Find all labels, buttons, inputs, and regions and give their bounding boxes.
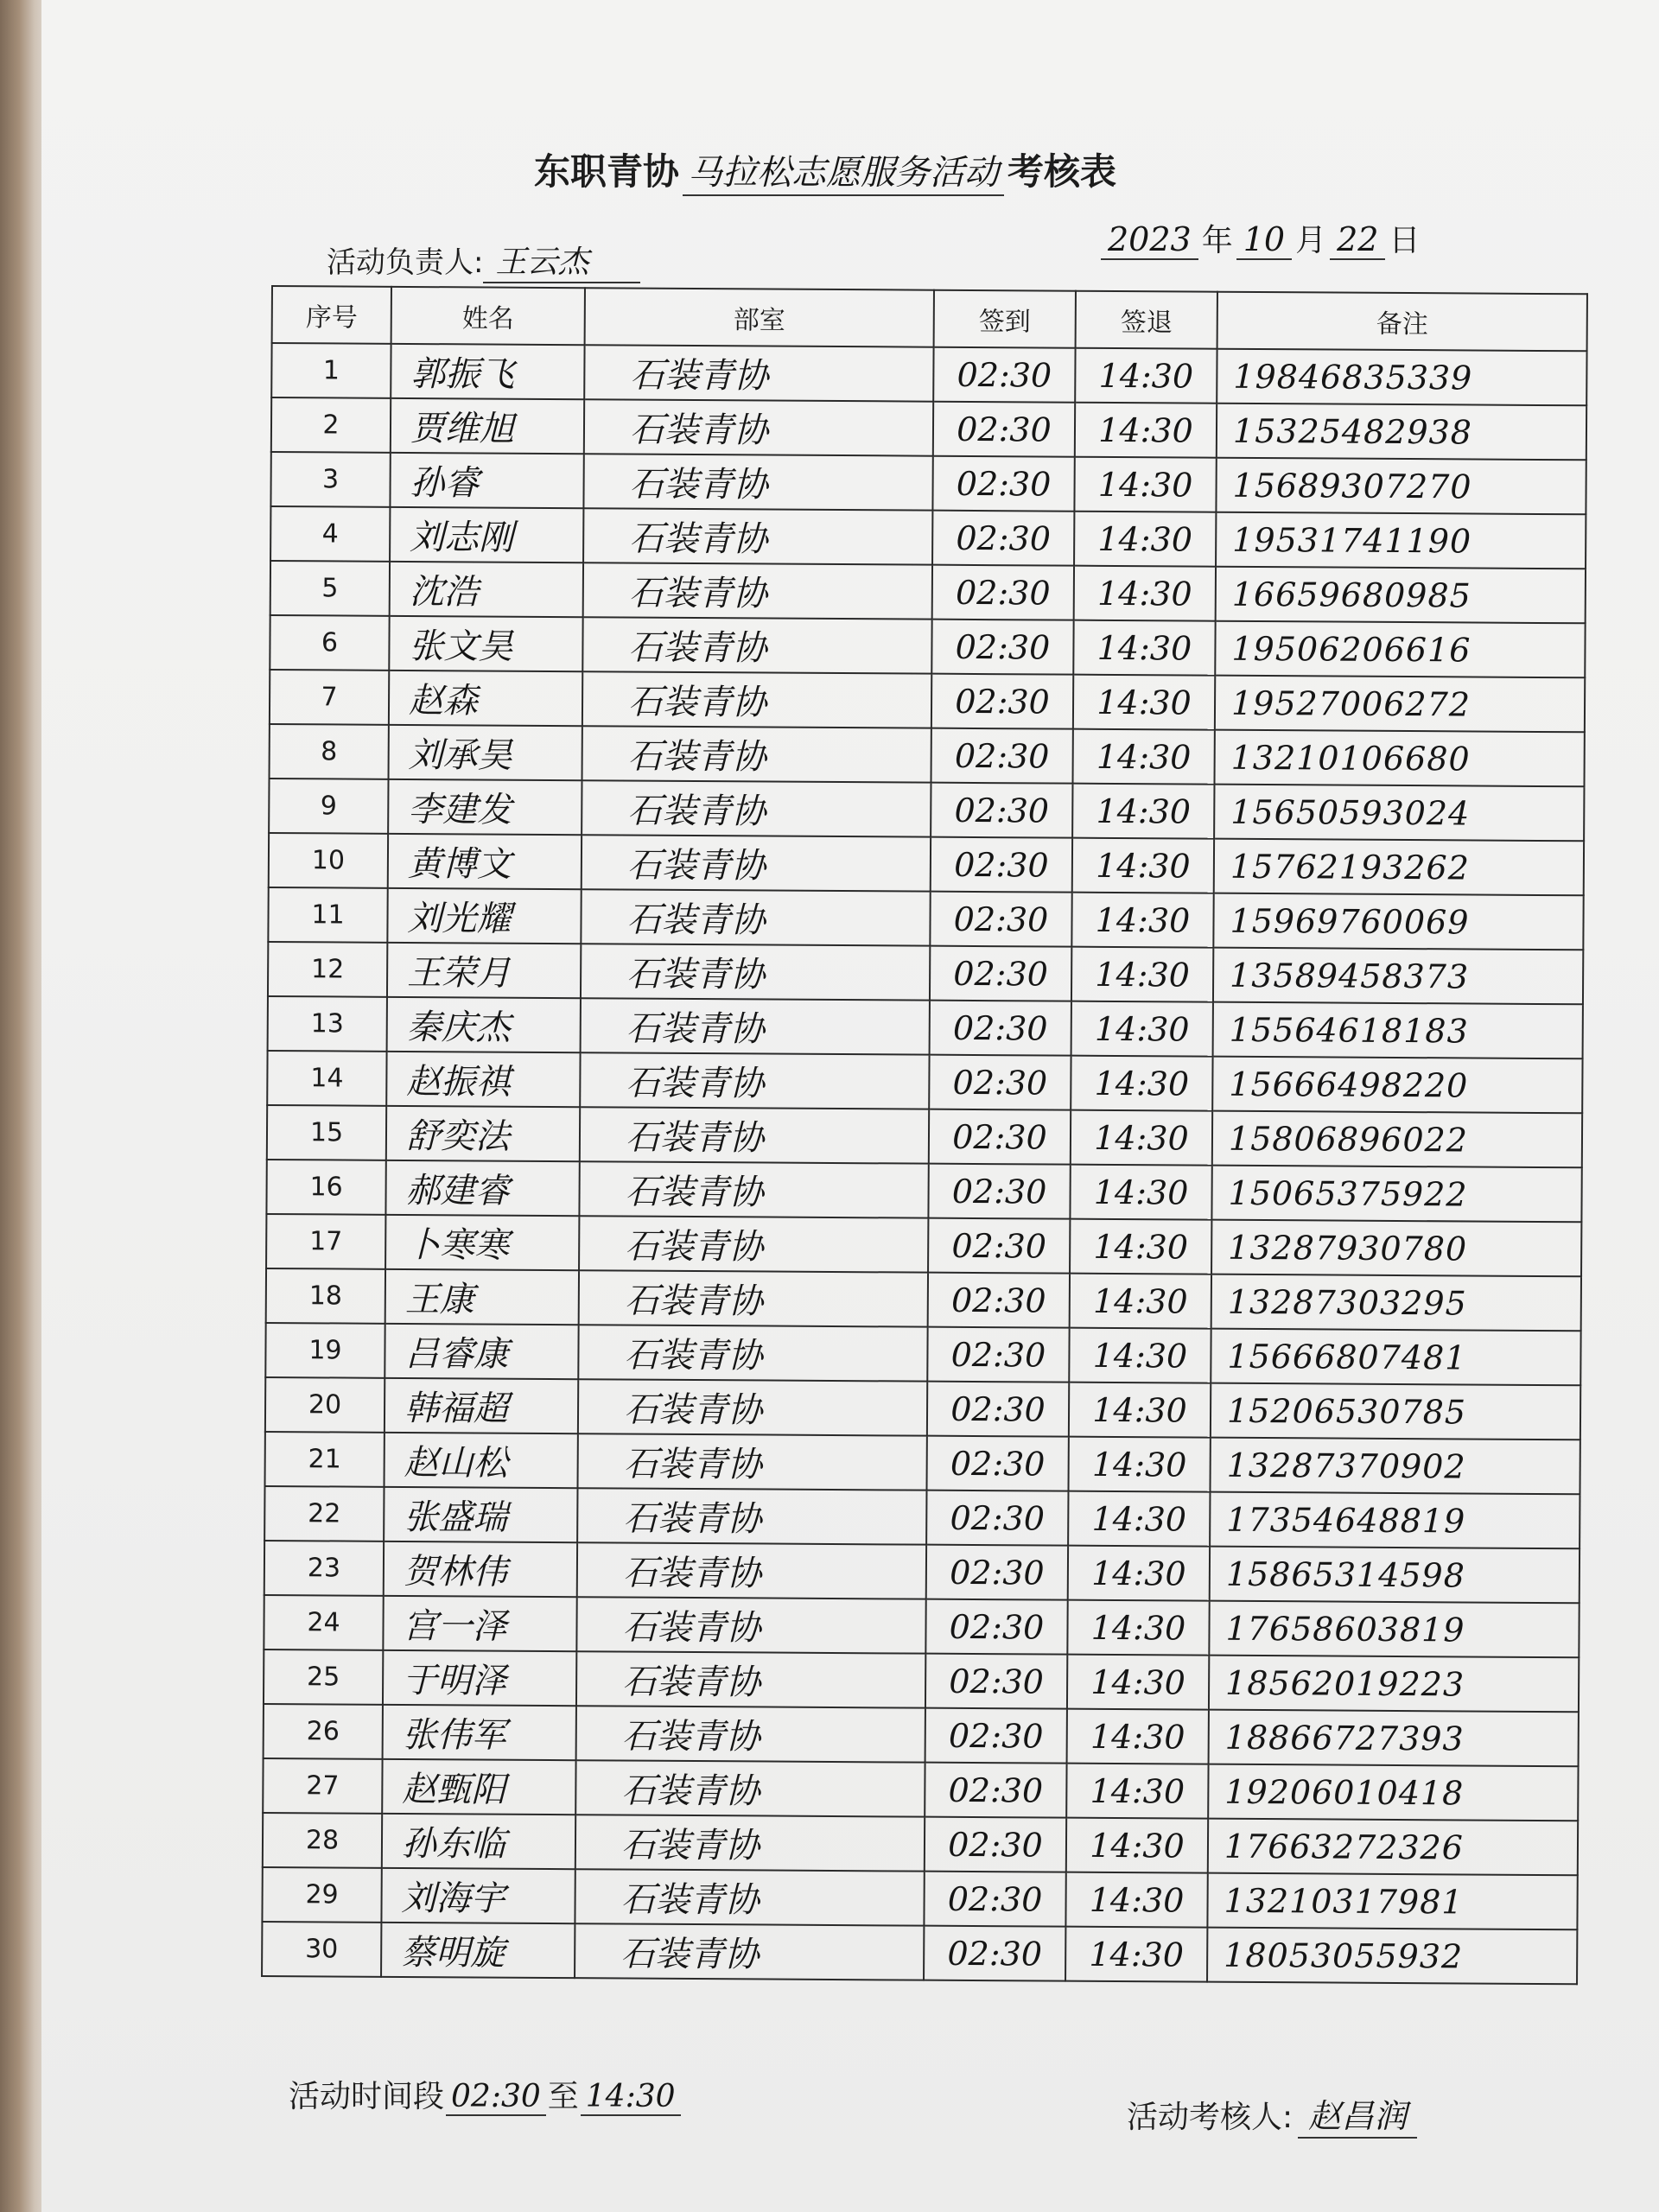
row-index: 26 — [264, 1704, 383, 1759]
row-note: 18053055932 — [1207, 1928, 1577, 1985]
activity-leader — [327, 238, 640, 283]
row-note: 15806896022 — [1212, 1111, 1582, 1168]
row-note: 13210106680 — [1214, 730, 1584, 787]
checker-label: 活动考核人: — [1127, 2100, 1294, 2135]
checker-signature: 赵昌润 — [1298, 2089, 1417, 2139]
row-index: 23 — [264, 1541, 384, 1596]
table-row — [263, 1758, 1578, 1821]
row-note: 19527006272 — [1215, 676, 1585, 733]
row-department: 石装青协 — [582, 671, 931, 728]
table-row — [271, 343, 1586, 405]
time-to-label: 至 — [547, 2079, 579, 2114]
row-note: 15666807481 — [1211, 1329, 1580, 1386]
row-sign-in: 02:30 — [931, 728, 1072, 784]
row-sign-in: 02:30 — [925, 1654, 1067, 1709]
row-department: 石装青协 — [580, 1107, 929, 1163]
row-sign-out: 14:30 — [1070, 1219, 1211, 1274]
row-note: 19531741190 — [1216, 512, 1586, 569]
table-row — [264, 1486, 1580, 1548]
column-header-sign-in: 签到 — [934, 290, 1076, 348]
row-department: 石装青协 — [584, 399, 933, 455]
row-index: 7 — [270, 670, 389, 725]
row-sign-out: 14:30 — [1068, 1491, 1210, 1547]
row-name: 贺林伟 — [384, 1541, 577, 1597]
row-note: 15762193262 — [1214, 839, 1584, 896]
row-sign-out: 14:30 — [1068, 1546, 1210, 1601]
row-department: 石装青协 — [579, 1216, 928, 1272]
row-name: 孙睿 — [390, 453, 583, 508]
row-sign-out: 14:30 — [1066, 1764, 1208, 1819]
row-sign-in: 02:30 — [932, 456, 1074, 512]
table-row — [270, 452, 1586, 514]
row-sign-out: 14:30 — [1071, 1056, 1212, 1111]
table-row — [265, 1377, 1580, 1440]
row-index: 9 — [269, 779, 388, 834]
row-sign-out: 14:30 — [1074, 512, 1216, 567]
row-note: 18562019223 — [1209, 1656, 1579, 1713]
row-name: 赵振祺 — [386, 1052, 580, 1107]
row-note: 15666498220 — [1212, 1057, 1582, 1114]
row-name: 贾维旭 — [391, 398, 584, 454]
row-sign-in: 02:30 — [926, 1491, 1068, 1546]
date-day: 22 — [1330, 220, 1385, 260]
row-department: 石装青协 — [584, 345, 933, 401]
row-index: 11 — [268, 887, 387, 943]
row-index: 25 — [264, 1649, 383, 1705]
row-note: 19206010418 — [1208, 1764, 1578, 1821]
date-month-label: 月 — [1295, 223, 1327, 258]
row-sign-in: 02:30 — [930, 1001, 1071, 1056]
row-name: 郝建睿 — [385, 1160, 579, 1216]
table-row — [271, 397, 1586, 460]
row-department: 石装青协 — [576, 1706, 925, 1762]
row-note: 13287303295 — [1211, 1274, 1581, 1332]
row-note: 15650593024 — [1214, 785, 1584, 842]
row-department: 石装青协 — [581, 944, 930, 1000]
row-name: 郭振飞 — [391, 344, 584, 399]
row-department: 石装青协 — [577, 1488, 926, 1544]
time-end: 14:30 — [581, 2079, 681, 2116]
row-note: 15206530785 — [1211, 1383, 1580, 1440]
row-index: 18 — [266, 1268, 385, 1324]
table-row — [266, 1214, 1581, 1276]
paper-sheet — [41, 0, 1659, 2212]
time-label: 活动时间段 — [289, 2079, 445, 2114]
table-row — [269, 833, 1584, 895]
row-name: 李建发 — [388, 779, 582, 835]
row-name: 刘海宇 — [381, 1868, 575, 1923]
date-year: 2023 — [1101, 220, 1198, 260]
row-department: 石装青协 — [581, 998, 930, 1054]
row-index: 22 — [264, 1486, 384, 1541]
row-sign-out: 14:30 — [1075, 403, 1217, 458]
row-note: 15325482938 — [1217, 404, 1586, 461]
row-index: 13 — [268, 996, 387, 1052]
row-index: 5 — [270, 561, 390, 616]
row-note: 13287370902 — [1210, 1438, 1580, 1495]
row-sign-in: 02:30 — [928, 1218, 1070, 1274]
volunteer-roster-table — [261, 285, 1588, 1985]
row-sign-out: 14:30 — [1066, 1818, 1208, 1873]
leader-value: 王云杰 — [483, 238, 640, 283]
row-department: 石装青协 — [578, 1433, 927, 1490]
date-month: 10 — [1236, 220, 1292, 260]
row-sign-out: 14:30 — [1074, 566, 1216, 621]
column-header-note: 备注 — [1217, 292, 1587, 352]
row-name: 蔡明旋 — [381, 1923, 575, 1978]
table-row — [266, 1160, 1581, 1222]
row-sign-out: 14:30 — [1070, 1165, 1211, 1220]
row-department: 石装青协 — [583, 508, 932, 564]
row-sign-out: 14:30 — [1072, 838, 1214, 893]
table-row — [264, 1649, 1579, 1712]
row-sign-out: 14:30 — [1067, 1709, 1209, 1764]
row-sign-in: 02:30 — [925, 1817, 1066, 1872]
row-name: 秦庆杰 — [387, 997, 581, 1052]
row-department: 石装青协 — [578, 1379, 927, 1435]
row-index: 27 — [263, 1758, 382, 1814]
row-sign-in: 02:30 — [926, 1436, 1068, 1491]
row-note: 13287930780 — [1211, 1220, 1581, 1277]
column-header-sign-out: 签退 — [1076, 291, 1217, 349]
row-department: 石装青协 — [582, 835, 931, 891]
row-sign-out: 14:30 — [1071, 1001, 1213, 1057]
row-sign-in: 02:30 — [926, 1545, 1068, 1600]
table-row — [270, 670, 1585, 732]
row-sign-out: 14:30 — [1073, 620, 1215, 676]
row-index: 24 — [264, 1595, 383, 1650]
row-index: 1 — [271, 343, 391, 398]
row-sign-out: 14:30 — [1075, 348, 1217, 404]
row-note: 16659680985 — [1216, 567, 1586, 624]
row-department: 石装青协 — [579, 1270, 928, 1326]
row-sign-out: 14:30 — [1071, 947, 1213, 1002]
row-name: 宫一泽 — [383, 1596, 576, 1651]
row-note: 13210317981 — [1207, 1873, 1577, 1930]
row-note: 17663272326 — [1208, 1819, 1578, 1876]
row-name: 赵甄阳 — [382, 1759, 575, 1815]
row-index: 20 — [265, 1377, 385, 1433]
row-note: 17354648819 — [1210, 1492, 1580, 1549]
row-index: 4 — [270, 506, 390, 562]
activity-time-range — [289, 2072, 683, 2116]
row-index: 8 — [270, 724, 389, 779]
row-sign-in: 02:30 — [925, 1763, 1066, 1818]
row-sign-in: 02:30 — [930, 946, 1071, 1001]
row-index: 17 — [266, 1214, 385, 1269]
row-index: 14 — [267, 1051, 386, 1106]
row-name: 张文昊 — [389, 616, 582, 671]
table-row — [267, 1105, 1582, 1167]
row-department: 石装青协 — [580, 1052, 929, 1109]
table-row — [266, 1268, 1581, 1331]
column-header-department: 部室 — [585, 288, 934, 346]
column-header-index: 序号 — [272, 286, 391, 344]
row-name: 刘承昊 — [389, 725, 582, 780]
row-sign-out: 14:30 — [1068, 1437, 1210, 1492]
row-sign-in: 02:30 — [925, 1599, 1067, 1655]
row-department: 石装青协 — [578, 1325, 927, 1381]
row-sign-out: 14:30 — [1072, 729, 1214, 785]
row-index: 21 — [265, 1432, 385, 1487]
row-sign-in: 02:30 — [928, 1164, 1070, 1219]
row-department: 石装青协 — [576, 1597, 925, 1653]
row-index: 10 — [269, 833, 388, 888]
row-department: 石装青协 — [575, 1760, 925, 1816]
row-department: 石装青协 — [575, 1869, 924, 1925]
row-note: 19846835339 — [1217, 349, 1586, 406]
row-department: 石装青协 — [581, 889, 930, 945]
title-activity-name: 马拉松志愿服务活动 — [683, 145, 1004, 196]
row-sign-in: 02:30 — [932, 565, 1074, 620]
row-sign-in: 02:30 — [931, 783, 1072, 838]
row-department: 石装青协 — [577, 1542, 926, 1599]
title-suffix: 考核表 — [1007, 150, 1117, 193]
row-name: 赵森 — [389, 671, 582, 726]
row-name: 卜寒寒 — [385, 1215, 579, 1270]
table-row — [268, 887, 1583, 950]
row-name: 韩福超 — [385, 1378, 578, 1433]
row-department: 石装青协 — [582, 617, 931, 673]
table-row — [269, 779, 1584, 841]
row-name: 吕睿康 — [385, 1324, 578, 1379]
row-department: 石装青协 — [583, 454, 932, 510]
row-note: 18866727393 — [1209, 1710, 1579, 1767]
row-name: 赵山松 — [385, 1433, 578, 1488]
row-sign-in: 02:30 — [925, 1708, 1067, 1764]
row-sign-out: 14:30 — [1070, 1274, 1211, 1329]
row-note: 15065375922 — [1211, 1166, 1581, 1223]
table-row — [268, 996, 1583, 1058]
row-name: 沈浩 — [390, 562, 583, 617]
row-index: 15 — [267, 1105, 386, 1160]
row-sign-in: 02:30 — [929, 1055, 1071, 1110]
row-sign-out: 14:30 — [1067, 1600, 1209, 1656]
table-row — [267, 1051, 1582, 1113]
row-sign-out: 14:30 — [1073, 675, 1215, 730]
table-row — [264, 1704, 1579, 1766]
row-note: 13589458373 — [1213, 948, 1583, 1005]
row-index: 12 — [268, 942, 387, 997]
row-sign-in: 02:30 — [931, 837, 1072, 893]
row-note: 19506206616 — [1215, 621, 1585, 678]
row-index: 16 — [266, 1160, 385, 1215]
row-sign-out: 14:30 — [1071, 1110, 1212, 1166]
row-index: 29 — [262, 1867, 381, 1923]
row-sign-in: 02:30 — [932, 511, 1074, 566]
time-start: 02:30 — [446, 2079, 546, 2116]
form-title — [534, 143, 1116, 196]
row-index: 19 — [265, 1323, 385, 1378]
date-year-label: 年 — [1201, 223, 1233, 258]
row-department: 石装青协 — [575, 1923, 924, 1980]
table-row — [264, 1595, 1579, 1657]
row-department: 石装青协 — [582, 726, 931, 782]
row-note: 15865314598 — [1210, 1547, 1580, 1604]
activity-checker — [1127, 2089, 1417, 2139]
row-note: 15689307270 — [1216, 458, 1586, 515]
row-department: 石装青协 — [579, 1161, 928, 1217]
row-sign-in: 02:30 — [929, 1109, 1071, 1165]
row-note: 15969760069 — [1213, 893, 1583, 950]
row-sign-out: 14:30 — [1071, 893, 1213, 948]
row-sign-out: 14:30 — [1065, 1927, 1207, 1982]
table-row — [264, 1541, 1580, 1603]
row-sign-in: 02:30 — [931, 620, 1073, 675]
row-sign-out: 14:30 — [1067, 1655, 1209, 1710]
row-name: 刘光耀 — [387, 888, 581, 944]
table-body — [262, 343, 1587, 1984]
row-sign-in: 02:30 — [933, 347, 1075, 403]
row-name: 张伟军 — [383, 1705, 576, 1760]
row-sign-in: 02:30 — [924, 1926, 1065, 1981]
row-department: 石装青协 — [583, 563, 932, 619]
row-index: 6 — [270, 615, 389, 671]
row-index: 30 — [262, 1922, 381, 1977]
row-department: 石装青协 — [575, 1815, 925, 1871]
row-sign-in: 02:30 — [927, 1327, 1069, 1382]
leader-label: 活动负责人: — [327, 245, 484, 280]
table-header-row — [272, 286, 1587, 351]
row-sign-out: 14:30 — [1072, 784, 1214, 839]
table-row — [270, 561, 1586, 623]
row-sign-out: 14:30 — [1065, 1872, 1207, 1928]
row-sign-in: 02:30 — [927, 1382, 1069, 1437]
row-index: 2 — [271, 397, 391, 453]
form-date — [1097, 216, 1420, 260]
table-row — [262, 1922, 1577, 1984]
row-name: 王康 — [385, 1269, 579, 1325]
row-name: 刘志刚 — [390, 507, 583, 563]
row-sign-in: 02:30 — [924, 1872, 1065, 1927]
table-row — [263, 1813, 1578, 1875]
table-row — [262, 1867, 1577, 1929]
table-row — [268, 942, 1583, 1004]
row-note: 15564618183 — [1213, 1002, 1583, 1059]
row-index: 3 — [270, 452, 390, 507]
row-sign-in: 02:30 — [933, 402, 1075, 457]
table-row — [270, 724, 1585, 786]
row-sign-out: 14:30 — [1069, 1382, 1211, 1438]
row-department: 石装青协 — [576, 1651, 925, 1707]
date-day-label: 日 — [1389, 223, 1421, 258]
table-row — [265, 1323, 1580, 1385]
row-department: 石装青协 — [582, 780, 931, 836]
row-sign-out: 14:30 — [1074, 457, 1216, 512]
row-name: 黄博文 — [388, 834, 582, 889]
row-sign-in: 02:30 — [931, 674, 1073, 729]
row-name: 张盛瑞 — [384, 1487, 577, 1542]
row-index: 28 — [263, 1813, 382, 1868]
row-sign-out: 14:30 — [1069, 1328, 1211, 1383]
column-header-name: 姓名 — [391, 287, 585, 345]
row-note: 17658603819 — [1209, 1601, 1579, 1658]
table-row — [270, 615, 1585, 677]
row-name: 王荣月 — [387, 943, 581, 998]
row-name: 于明泽 — [383, 1650, 576, 1706]
title-prefix: 东职青协 — [534, 150, 680, 193]
row-name: 舒奕法 — [386, 1106, 580, 1161]
row-sign-in: 02:30 — [930, 892, 1071, 947]
row-sign-in: 02:30 — [928, 1273, 1070, 1328]
table-row — [265, 1432, 1580, 1494]
row-name: 孙东临 — [382, 1814, 575, 1869]
table-row — [270, 506, 1586, 569]
